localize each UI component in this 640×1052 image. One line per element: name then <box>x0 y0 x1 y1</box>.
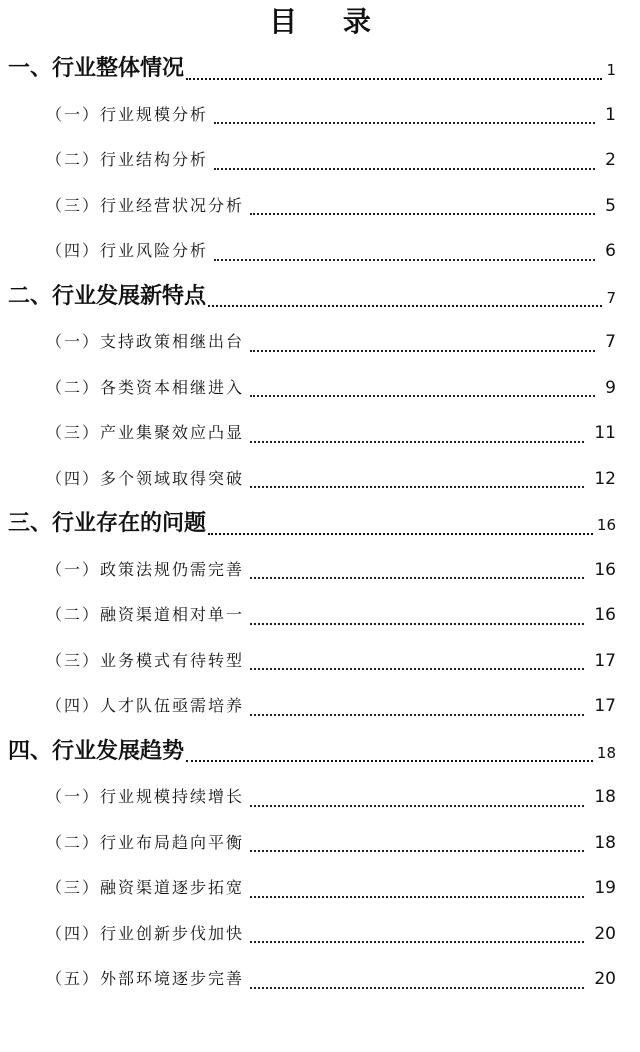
toc-page-number: 1 <box>606 61 616 79</box>
page-title: 目 录 <box>269 5 389 38</box>
toc-entry-label: （一）行业规模持续增长 <box>46 787 245 806</box>
toc-section[interactable] <box>0 729 640 775</box>
toc-entry-label: （三）产业集聚效应凸显 <box>46 423 245 442</box>
toc-entry-label: （一）政策法规仍需完善 <box>46 559 245 579</box>
toc-page-number: 5 <box>605 195 616 216</box>
dot-leader <box>250 350 595 352</box>
toc-entry-label: （二）各类资本相继进入 <box>46 377 245 397</box>
toc-entry[interactable] <box>0 592 640 638</box>
toc-section[interactable] <box>0 501 640 547</box>
dot-leader <box>250 896 584 898</box>
dot-leader <box>250 987 584 989</box>
dot-leader <box>208 305 602 307</box>
toc-entry-label: （一）支持政策相继出台 <box>46 332 245 351</box>
toc-entry[interactable] <box>0 410 640 456</box>
dot-leader <box>214 168 595 170</box>
toc-entry[interactable] <box>0 547 640 593</box>
toc-entry[interactable] <box>0 92 640 138</box>
toc-section[interactable] <box>0 46 640 92</box>
toc-entry[interactable] <box>0 956 640 1002</box>
toc-entry[interactable] <box>0 911 640 957</box>
toc-entry[interactable] <box>0 319 640 365</box>
dot-leader <box>250 623 584 625</box>
dot-leader <box>250 441 584 443</box>
toc-entry-label: （三）行业经营状况分析 <box>46 195 245 215</box>
toc-entry-label: （一）行业规模分析 <box>46 104 209 124</box>
dot-leader <box>186 760 593 762</box>
toc-entry-label: （三）融资渠道逐步拓宽 <box>46 878 245 897</box>
toc-page-number: 16 <box>596 516 616 534</box>
toc-entry-label: （四）行业创新步伐加快 <box>46 923 245 943</box>
toc-page-number: 18 <box>596 743 616 762</box>
toc-entry-label: （四）人才队伍亟需培养 <box>46 696 245 715</box>
toc-entry-label: （五）外部环境逐步完善 <box>46 969 245 988</box>
dot-leader <box>250 805 584 807</box>
toc-page-number: 1 <box>605 104 616 125</box>
toc-page-number: 2 <box>605 150 616 170</box>
toc-section-label: 三、行业存在的问题 <box>8 511 207 536</box>
toc-page-number: 20 <box>594 969 616 989</box>
dot-leader <box>186 78 602 80</box>
dot-leader <box>250 668 584 670</box>
toc-page-number: 11 <box>594 423 616 443</box>
toc-page-number: 18 <box>594 832 616 853</box>
toc-entry[interactable] <box>0 865 640 911</box>
dot-leader <box>250 941 584 943</box>
toc-section-label: 一、行业整体情况 <box>8 56 185 81</box>
toc-entry[interactable] <box>0 137 640 183</box>
dot-leader <box>250 395 595 397</box>
toc-entry[interactable] <box>0 820 640 866</box>
table-of-contents <box>0 46 640 1002</box>
dot-leader <box>250 213 595 215</box>
toc-section-label: 四、行业发展趋势 <box>8 738 185 764</box>
toc-entry-label: （二）行业布局趋向平衡 <box>46 832 245 852</box>
toc-page-number: 17 <box>594 696 616 716</box>
dot-leader <box>250 714 584 716</box>
toc-entry-label: （二）融资渠道相对单一 <box>46 605 245 624</box>
dot-leader <box>250 486 584 488</box>
toc-page-number: 7 <box>606 288 616 307</box>
toc-page-number: 16 <box>594 605 616 625</box>
toc-entry[interactable] <box>0 683 640 729</box>
toc-page-number: 17 <box>594 650 616 671</box>
dot-leader <box>208 533 593 535</box>
toc-entry[interactable] <box>0 638 640 684</box>
dot-leader <box>214 122 595 124</box>
toc-page-number: 6 <box>605 241 616 261</box>
toc-page-number: 16 <box>594 559 616 580</box>
toc-entry-label: （四）行业风险分析 <box>46 241 209 260</box>
toc-page-number: 19 <box>594 878 616 898</box>
toc-page-number: 7 <box>605 332 616 352</box>
dot-leader <box>214 259 595 261</box>
toc-entry[interactable] <box>0 365 640 411</box>
dot-leader <box>250 577 584 579</box>
toc-section[interactable] <box>0 274 640 320</box>
toc-entry-label: （四）多个领域取得突破 <box>46 468 245 488</box>
toc-entry[interactable] <box>0 774 640 820</box>
toc-page-number: 12 <box>594 468 616 489</box>
toc-entry[interactable] <box>0 183 640 229</box>
toc-entry[interactable] <box>0 456 640 502</box>
toc-page-number: 20 <box>594 923 616 944</box>
toc-page-number: 18 <box>594 787 616 807</box>
toc-entry-label: （三）业务模式有待转型 <box>46 650 245 670</box>
toc-section-label: 二、行业发展新特点 <box>8 283 207 309</box>
toc-entry-label: （二）行业结构分析 <box>46 150 209 169</box>
toc-entry[interactable] <box>0 228 640 274</box>
toc-page-number: 9 <box>605 377 616 398</box>
dot-leader <box>250 850 584 852</box>
